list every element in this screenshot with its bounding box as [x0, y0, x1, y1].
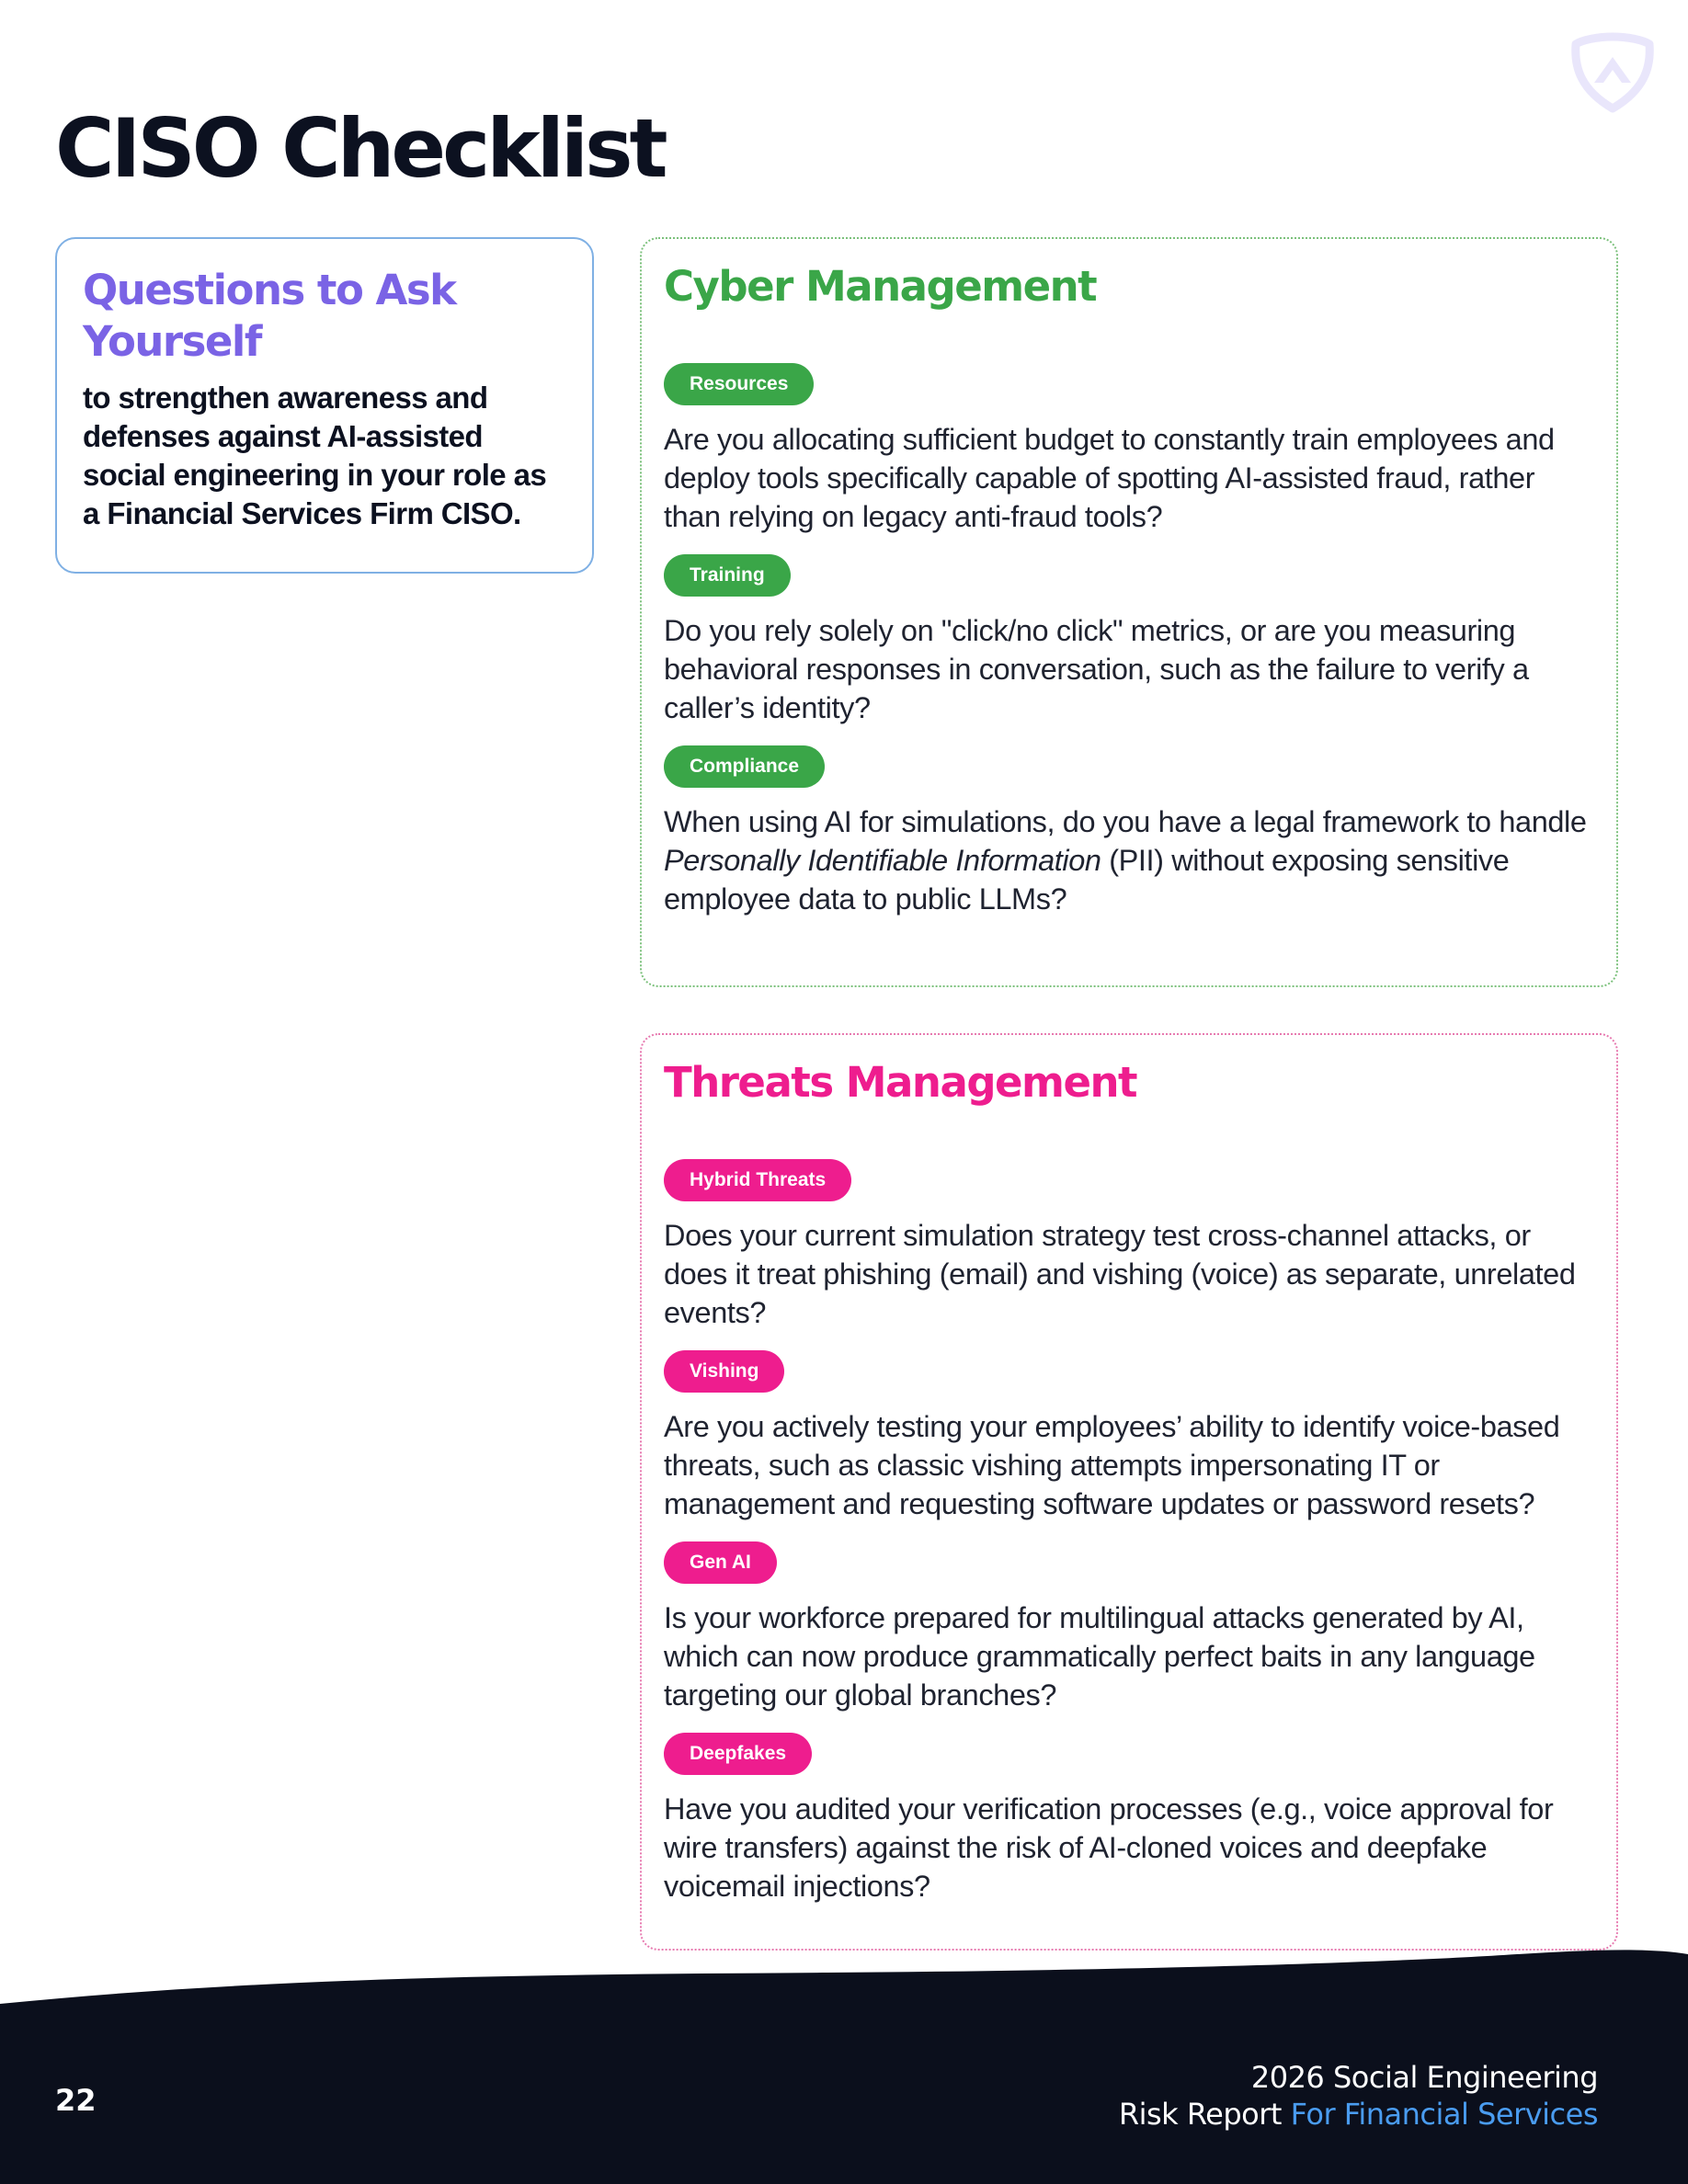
checklist-item [664, 1733, 1594, 1905]
question-text-start: When using AI for simulations, do you have a legal framework to handle [664, 805, 1587, 838]
checklist-item [664, 363, 1594, 536]
checklist-item [664, 1541, 1594, 1714]
question-text: Have you audited your verification processes (e.g., voice approval for wire transfers) against the risk of AI-cloned voices and deepfake voicemail injections? [664, 1792, 1554, 1903]
tag-resources: Resources [664, 363, 814, 405]
question-text: Is your workforce prepared for multilingual attacks generated by AI, which can now produce grammatically perfect baits in any language targeting our global branches? [664, 1601, 1535, 1712]
checklist-item [664, 554, 1594, 727]
report-title-line2 [1119, 2096, 1598, 2133]
tag-hybrid-threats: Hybrid Threats [664, 1159, 851, 1201]
cyber-management-section [640, 237, 1618, 987]
report-title-accent: For Financial Services [1290, 2097, 1598, 2132]
question-text-end: (PII) without exposing sensitive employee data to public LLMs? [664, 844, 1510, 916]
report-title-line1: 2026 Social Engineering [1250, 2060, 1598, 2095]
tag-vishing: Vishing [664, 1350, 784, 1393]
footer [0, 1921, 1688, 2184]
tag-gen-ai: Gen AI [664, 1541, 777, 1584]
intro-card [55, 237, 594, 574]
intro-text: to strengthen awareness and defenses against AI-assisted social engineering in your role as a Financial Services Firm CISO. [83, 381, 547, 530]
question-text: Are you actively testing your employees’ ability to identify voice-based threats, such as classic vishing attempts impersonating IT or management and requesting software updates or password resets? [664, 1410, 1560, 1520]
checklist-item [664, 1159, 1594, 1332]
shield-logo-icon [1568, 31, 1657, 114]
tag-deepfakes: Deepfakes [664, 1733, 812, 1775]
section-title: Threats Management [664, 1058, 1137, 1107]
intro-title: Questions to Ask Yourself [83, 266, 456, 366]
question-text [664, 802, 1594, 918]
question-text-italic: Personally Identifiable Information [664, 844, 1101, 877]
checklist-item [664, 745, 1594, 918]
report-title [1119, 2059, 1598, 2133]
page-number: 22 [55, 2083, 97, 2118]
question-text: Does your current simulation strategy test cross-channel attacks, or does it treat phishing (email) and vishing (voice) as separate, unrelated events? [664, 1219, 1576, 1329]
page-title: CISO Checklist [55, 101, 665, 196]
tag-training: Training [664, 554, 791, 597]
section-title: Cyber Management [664, 262, 1097, 311]
question-text: Are you allocating sufficient budget to constantly train employees and deploy tools specifically capable of spotting AI-assisted fraud, rather than relying on legacy anti-fraud tools? [664, 423, 1555, 533]
tag-compliance: Compliance [664, 745, 825, 788]
question-text: Do you rely solely on "click/no click" metrics, or are you measuring behavioral responses in conversation, such as the failure to verify a caller’s identity? [664, 614, 1529, 724]
checklist-item [664, 1350, 1594, 1523]
threats-management-section [640, 1033, 1618, 1951]
report-title-prefix: Risk Report [1118, 2097, 1291, 2132]
footer-wave [0, 1921, 1688, 2184]
